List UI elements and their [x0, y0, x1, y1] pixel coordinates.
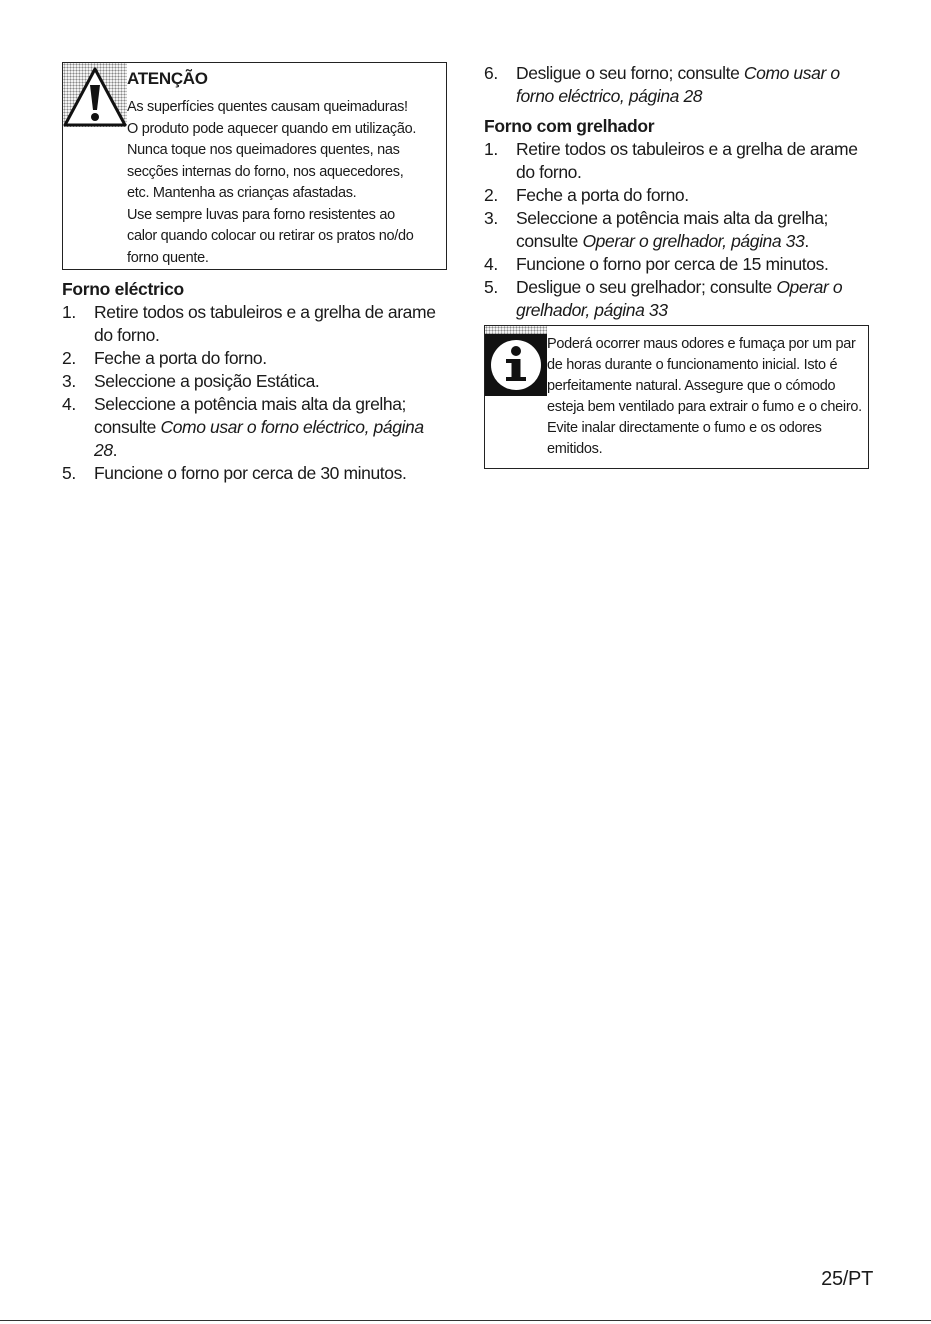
step-number: 2. [62, 348, 76, 368]
info-text: Poderá ocorrer maus odores e fumaça por um par de horas durante o funcionamento inicial. Isto é perfeitamente natural. Assegure que o cómodo esteja bem ventilado para extrair o fumo e o cheiro. Evite inalar directamente o fumo e os odores emitidos. [547, 336, 862, 457]
warning-line: secções internas do forno, nos aquecedores, [127, 163, 404, 180]
list-item [484, 207, 869, 253]
list-item [62, 301, 447, 347]
list-item [484, 138, 869, 184]
page-reference-link[interactable]: Operar o grelhador, página 33 [516, 277, 843, 320]
warning-line: Use sempre luvas para forno resistentes ao [127, 206, 395, 223]
step-number: 5. [484, 277, 498, 297]
warning-box [62, 62, 447, 270]
step-number: 1. [484, 139, 498, 159]
step-suffix: . [804, 231, 809, 251]
warning-line: forno quente. [127, 249, 209, 266]
list-item [484, 253, 869, 276]
list-item [62, 370, 447, 393]
step-text: Retire todos os tabuleiros e a grelha de arame do forno. [94, 302, 436, 345]
step-text: Desligue o seu grelhador; consulte [516, 277, 777, 297]
list-item [484, 184, 869, 207]
grill-oven-heading: Forno com grelhador [484, 116, 655, 136]
page-reference-link[interactable]: Operar o grelhador, página 33 [582, 231, 805, 251]
warning-line: etc. Mantenha as crianças afastadas. [127, 185, 357, 201]
warning-title: ATENÇÃO [127, 69, 208, 88]
warning-line: As superfícies quentes causam queimaduras! [127, 99, 408, 115]
list-item [62, 462, 447, 485]
step-text: Funcione o forno por cerca de 15 minutos. [516, 254, 829, 274]
warning-line: O produto pode aquecer quando em utilização. [127, 120, 417, 137]
page-reference-link[interactable]: Como usar o forno eléctrico, página 28 [94, 417, 424, 460]
step-text: Seleccione a posição Estática. [94, 371, 320, 391]
step-number: 6. [484, 63, 498, 83]
electric-oven-heading: Forno eléctrico [62, 279, 184, 299]
step-suffix: . [112, 440, 118, 460]
step-number: 3. [484, 208, 498, 228]
page-reference-link[interactable]: Como usar o forno eléctrico, página 28 [516, 63, 840, 106]
electric-oven-steps-continued [484, 62, 869, 108]
bottom-divider [0, 1320, 931, 1321]
warning-text [127, 97, 442, 269]
step-text: Seleccione a potência mais alta da grelha; consulte [516, 208, 829, 251]
step-text: Feche a porta do forno. [516, 185, 689, 205]
step-number: 4. [484, 254, 498, 274]
warning-line: Nunca toque nos queimadores quentes, nas [127, 142, 400, 158]
step-number: 5. [62, 463, 76, 483]
list-item [62, 393, 447, 462]
step-number: 1. [62, 302, 76, 322]
step-text: Funcione o forno por cerca de 30 minutos. [94, 463, 407, 483]
left-column [62, 62, 447, 485]
step-text: Feche a porta do forno. [94, 348, 267, 368]
list-item [484, 276, 869, 322]
list-item [484, 62, 869, 108]
info-icon [485, 334, 547, 396]
warning-line: calor quando colocar ou retirar os pratos no/do [127, 228, 414, 244]
info-box [484, 325, 869, 469]
step-text: Desligue o seu forno; consulte [516, 63, 744, 83]
warning-triangle-icon [63, 65, 127, 129]
step-number: 2. [484, 185, 498, 205]
right-column [484, 62, 869, 469]
grill-oven-steps [484, 138, 869, 322]
step-number: 3. [62, 371, 76, 391]
step-number: 4. [62, 394, 76, 414]
electric-oven-steps [62, 301, 447, 485]
step-text: Retire todos os tabuleiros e a grelha de arame do forno. [516, 139, 858, 182]
list-item [62, 347, 447, 370]
page-number: 25/PT [821, 1268, 873, 1290]
step-text: Seleccione a potência mais alta da grelha; consulte [94, 394, 407, 437]
